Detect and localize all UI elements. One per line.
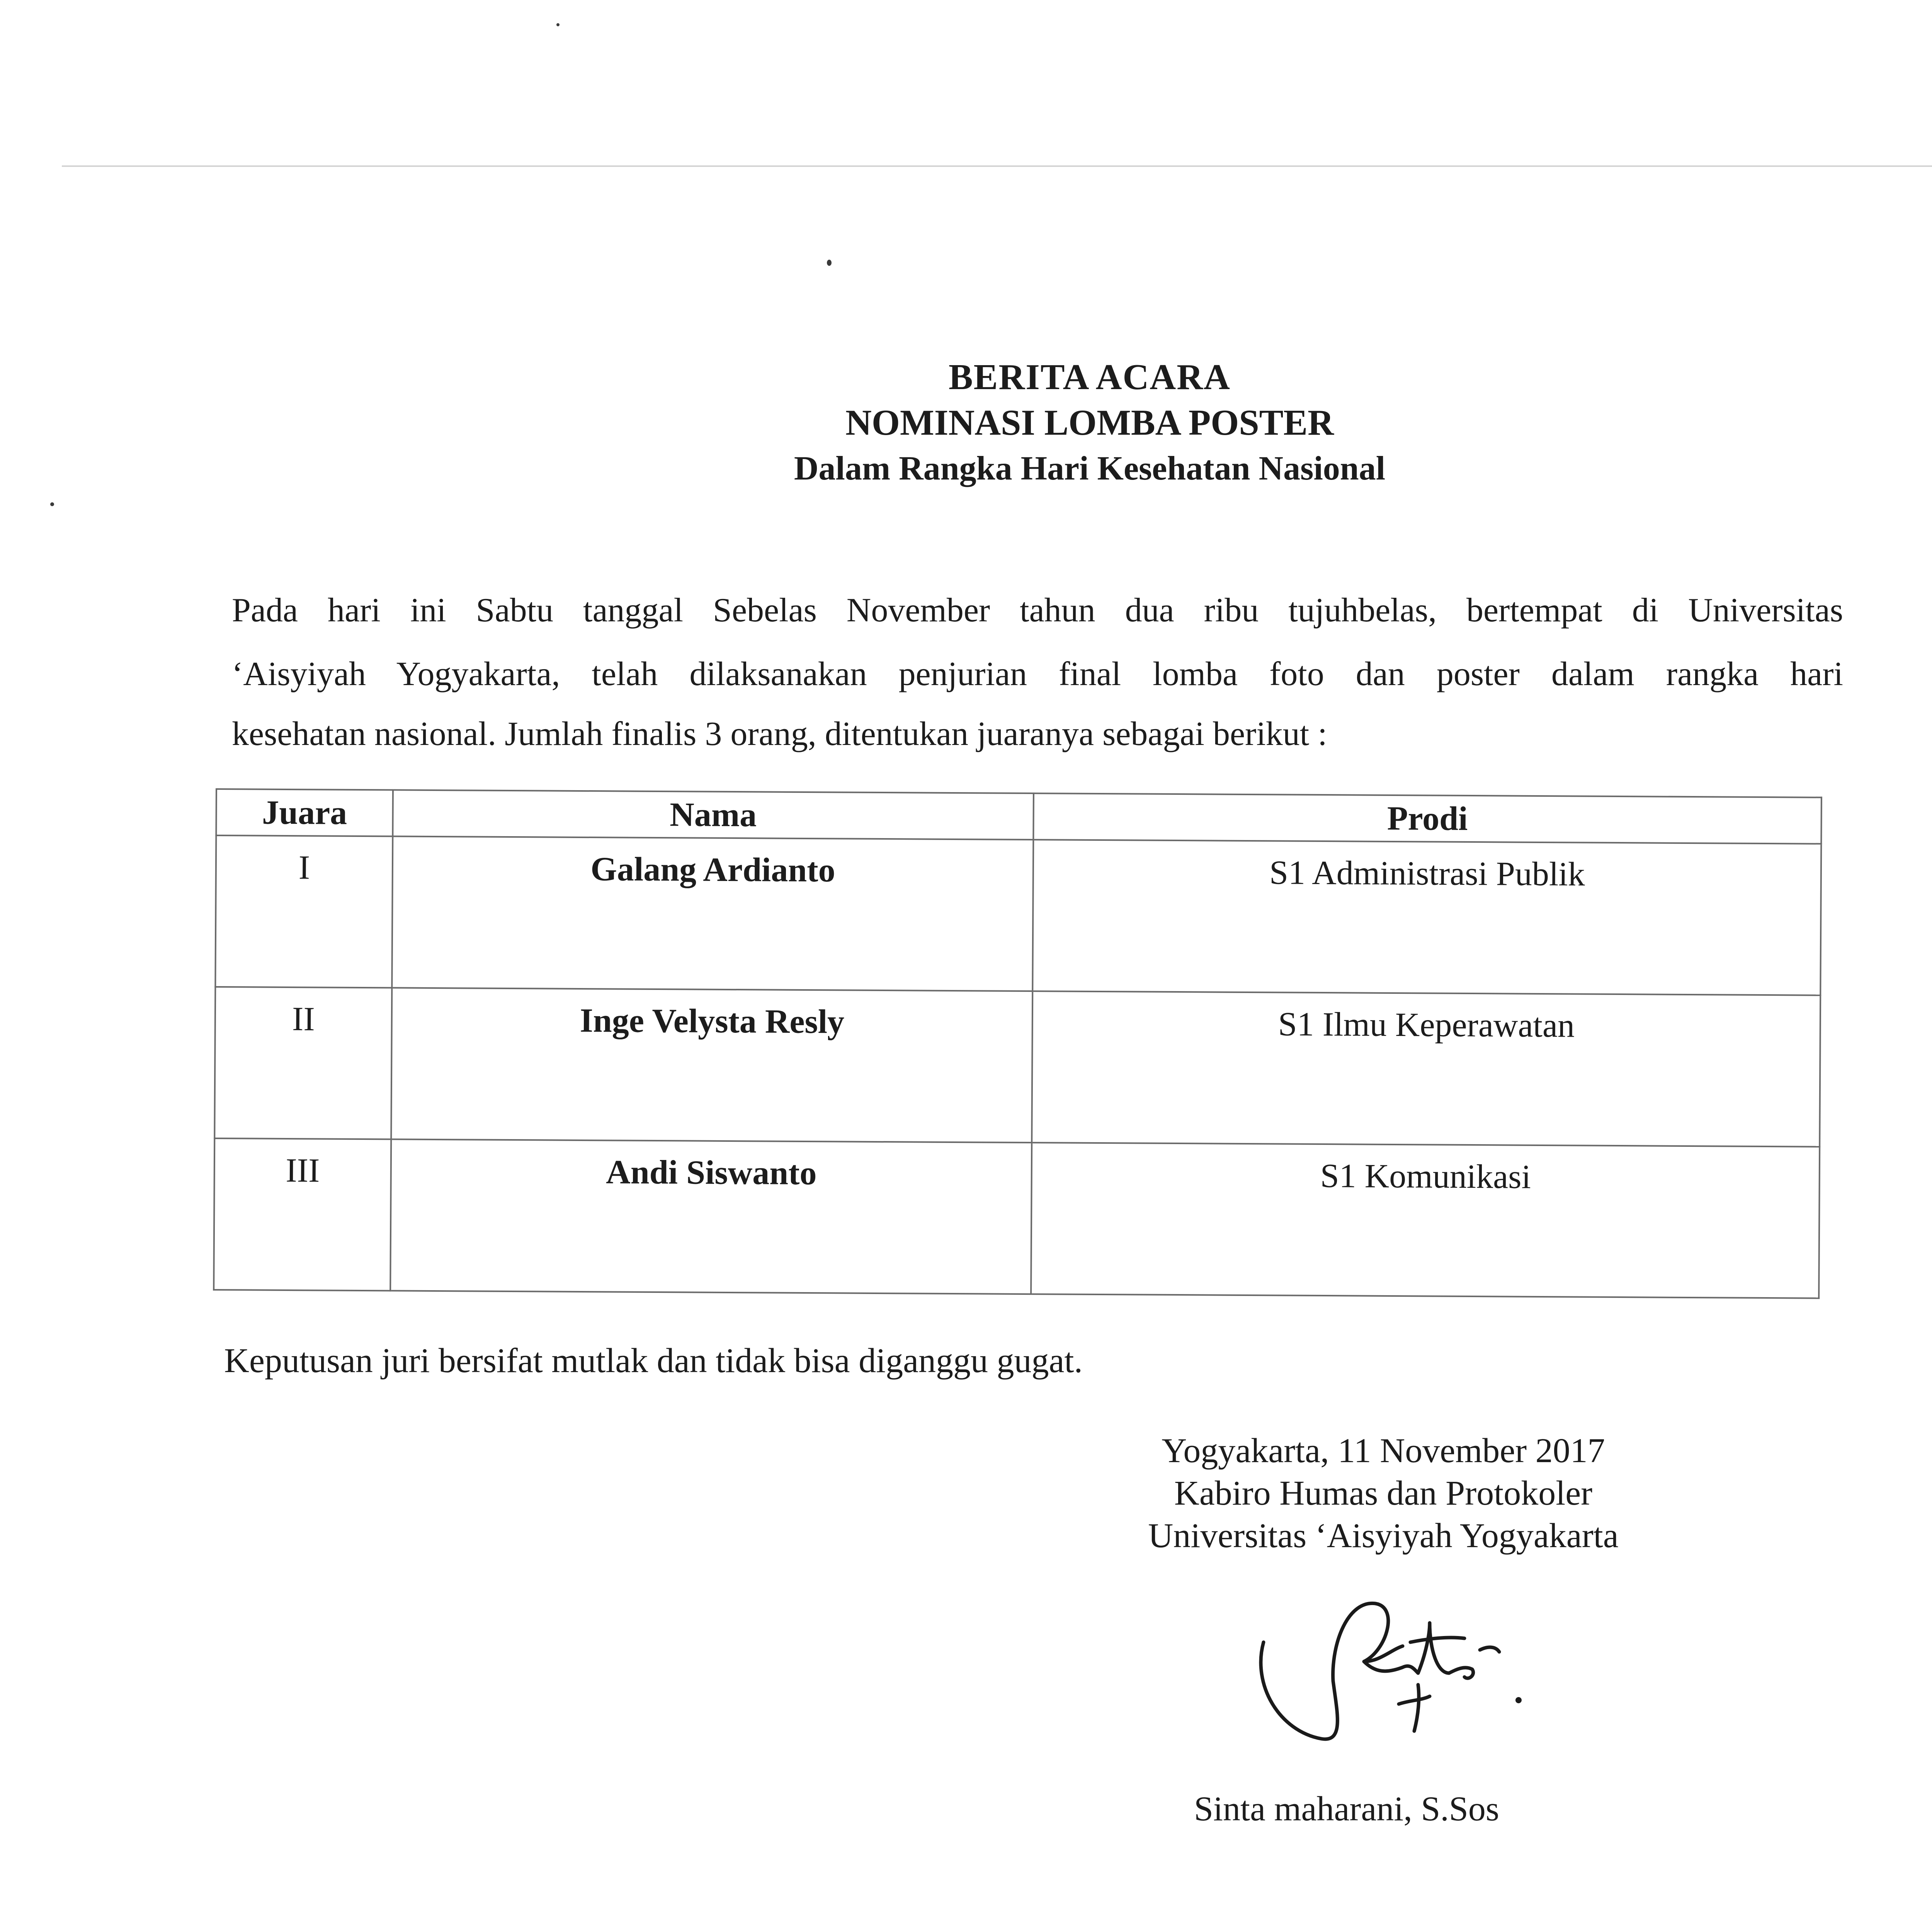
document-subtitle: NOMINASI LOMBA POSTER [845, 403, 1334, 443]
rank-cell: III [214, 1138, 391, 1291]
place-date: Yogyakarta, 11 November 2017 [1162, 1432, 1605, 1470]
program-cell: S1 Administrasi Publik [1032, 840, 1821, 995]
header-name: Nama [393, 790, 1034, 840]
table-row [214, 987, 1820, 1147]
table-header-row [216, 789, 1821, 844]
handwritten-signature [1248, 1584, 1557, 1766]
scan-speck [556, 23, 560, 26]
table-row [215, 835, 1821, 995]
rank-cell: I [215, 835, 393, 988]
program-cell: S1 Komunikasi [1031, 1143, 1820, 1298]
table-row [214, 1138, 1820, 1298]
scan-top-rule [62, 165, 1932, 167]
closing-statement: Keputusan juri bersifat mutlak dan tidak bisa diganggu gugat. [224, 1342, 1083, 1380]
signer-institution: Universitas ‘Aisyiyah Yogyakarta [1148, 1517, 1619, 1555]
name-cell: Inge Velysta Resly [391, 988, 1032, 1143]
intro-line-2: ‘Aisyiyah Yogyakarta, telah dilaksanakan penjurian final lomba foto dan poster dalam rangka hari [232, 655, 1843, 693]
header-rank: Juara [216, 789, 393, 836]
program-cell: S1 Ilmu Keperawatan [1032, 991, 1820, 1147]
winners-table [213, 788, 1822, 1299]
name-cell: Galang Ardianto [392, 836, 1033, 991]
header-program: Prodi [1034, 793, 1821, 844]
signer-position: Kabiro Humas dan Protokoler [1174, 1474, 1593, 1512]
intro-line-3: kesehatan nasional. Jumlah finalis 3 orang, ditentukan juaranya sebagai berikut : [232, 715, 1327, 753]
signer-name: Sinta maharani, S.Sos [1194, 1790, 1499, 1828]
intro-line-1: Pada hari ini Sabtu tanggal Sebelas November tahun dua ribu tujuhbelas, bertempat di Universitas [232, 592, 1843, 629]
scan-speck [50, 502, 54, 506]
name-cell: Andi Siswanto [390, 1139, 1032, 1294]
signature-block [1113, 1430, 1654, 1557]
document-occasion: Dalam Rangka Hari Kesehatan Nasional [794, 450, 1386, 487]
rank-cell: II [214, 987, 392, 1139]
scan-speck [827, 260, 832, 266]
document-title: BERITA ACARA [948, 357, 1231, 397]
